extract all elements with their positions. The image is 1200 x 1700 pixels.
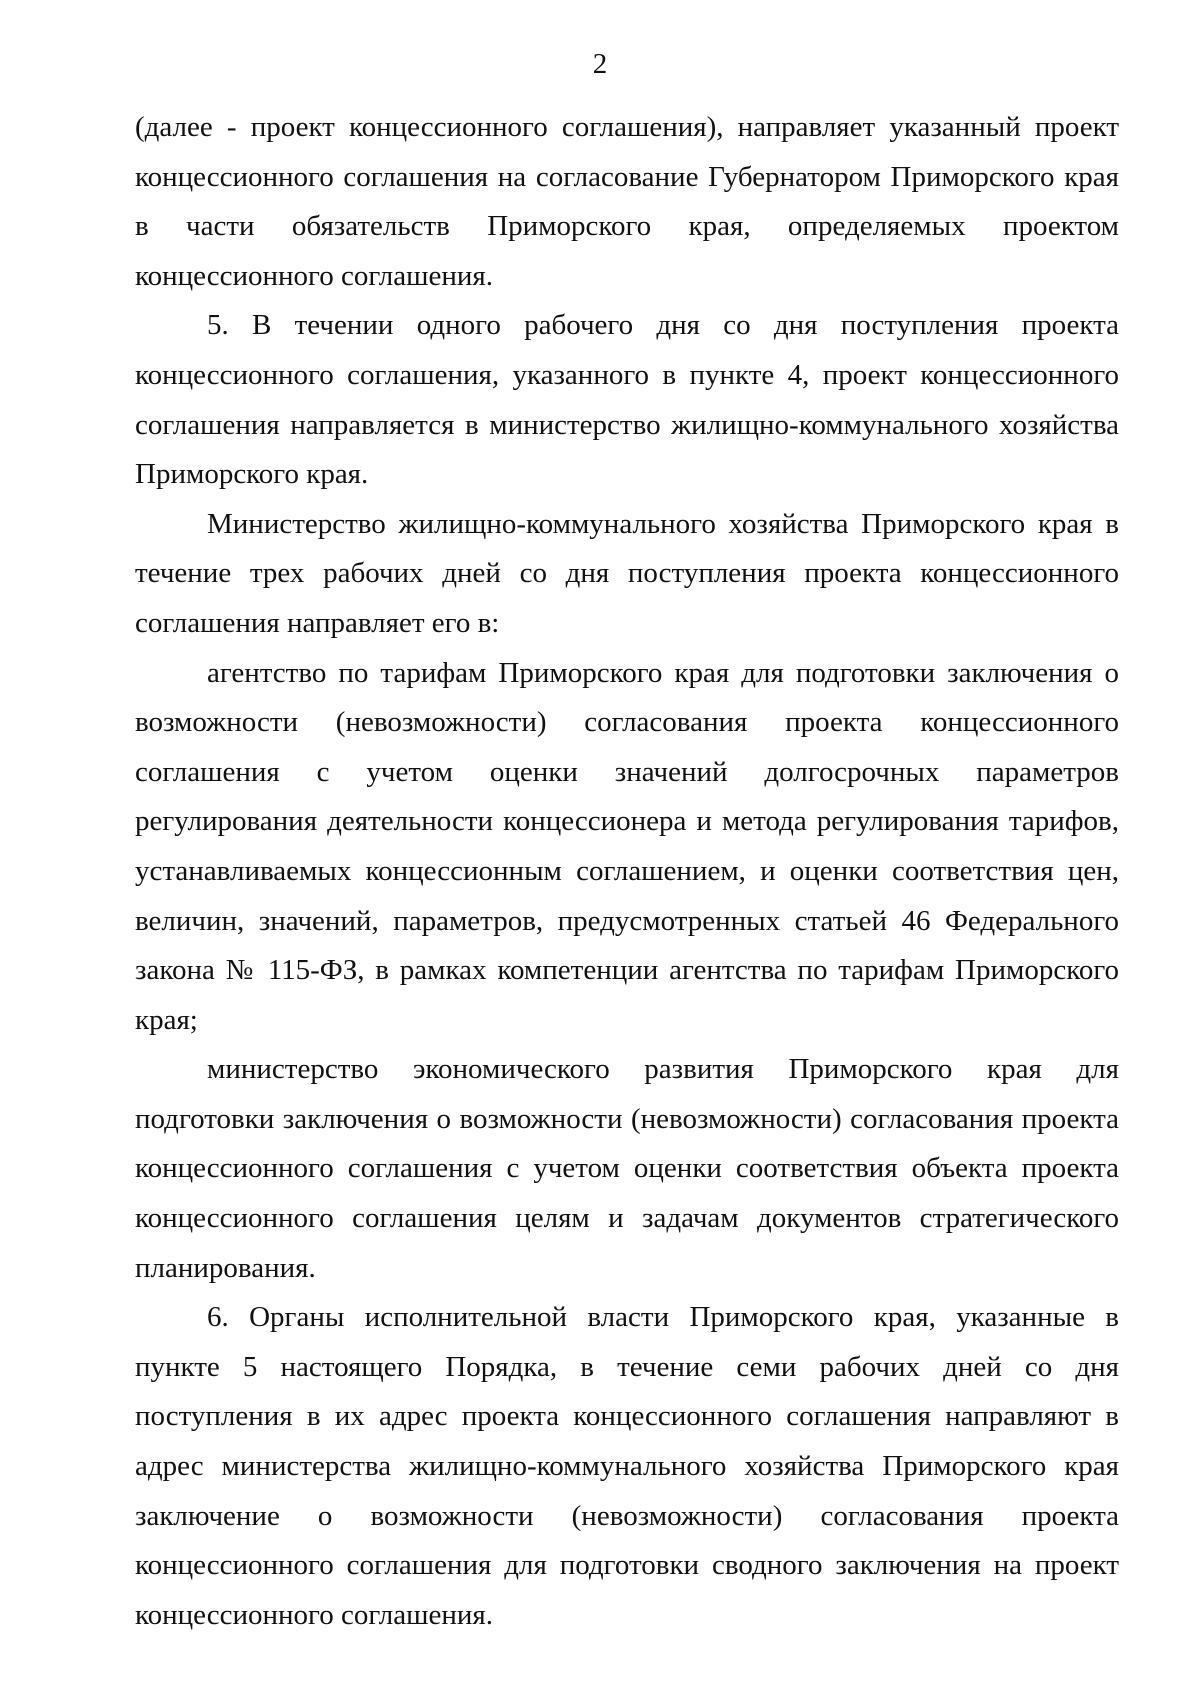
paragraph-tariff-agency: агентство по тарифам Приморского края для подготовки заключения о возможности (невозможности) согласования проекта концессионного соглашения с учетом оценки значений долгосрочных параметров регулирования деятельности концессионера и метода регулирования тарифов, устанавливаемых концессионным соглашением, и оценки соответствия цен, величин, значений, параметров, предусмотренных статьей 46 Федерального закона № 115-ФЗ, в рамках компетенции агентства по тарифам Приморского края; — [135, 656, 1119, 1036]
paragraph-continuation: (далее - проект концессионного соглашения), направляет указанный проект концессионного соглашения на согласование Губернатором Приморского края в части обязательств Приморского края, определяемых проектом концессионного соглашения. — [135, 111, 1119, 292]
paragraph-item-6: 6. Органы исполнительной власти Приморского края, указанные в пункте 5 настоящего Порядка, в течение семи рабочих дней со дня поступления в их адрес проекта концессионного соглашения направляют в адрес министерства жилищно-коммунального хозяйства Приморского края заключение о возможности (невозможности) согласования проекта концессионного соглашения для подготовки сводного заключения на проект концессионного соглашения. — [135, 1301, 1119, 1631]
page-number: 2 — [592, 48, 608, 80]
document-body — [135, 103, 1119, 1640]
paragraph-ministry-housing: Министерство жилищно-коммунального хозяйства Приморского края в течение трех рабочих дней со дня поступления проекта концессионного соглашения направляет его в: — [135, 507, 1119, 639]
paragraph-economic-ministry: министерство экономического развития Приморского края для подготовки заключения о возможности (невозможности) согласования проекта концессионного соглашения с учетом оценки соответствия объекта проекта концессионного соглашения целям и задачам документов стратегического планирования. — [135, 1053, 1119, 1284]
paragraph-item-5: 5. В течении одного рабочего дня со дня поступления проекта концессионного соглашения, указанного в пункте 4, проект концессионного соглашения направляется в министерство жилищно-коммунального хозяйства Приморского края. — [135, 309, 1119, 491]
